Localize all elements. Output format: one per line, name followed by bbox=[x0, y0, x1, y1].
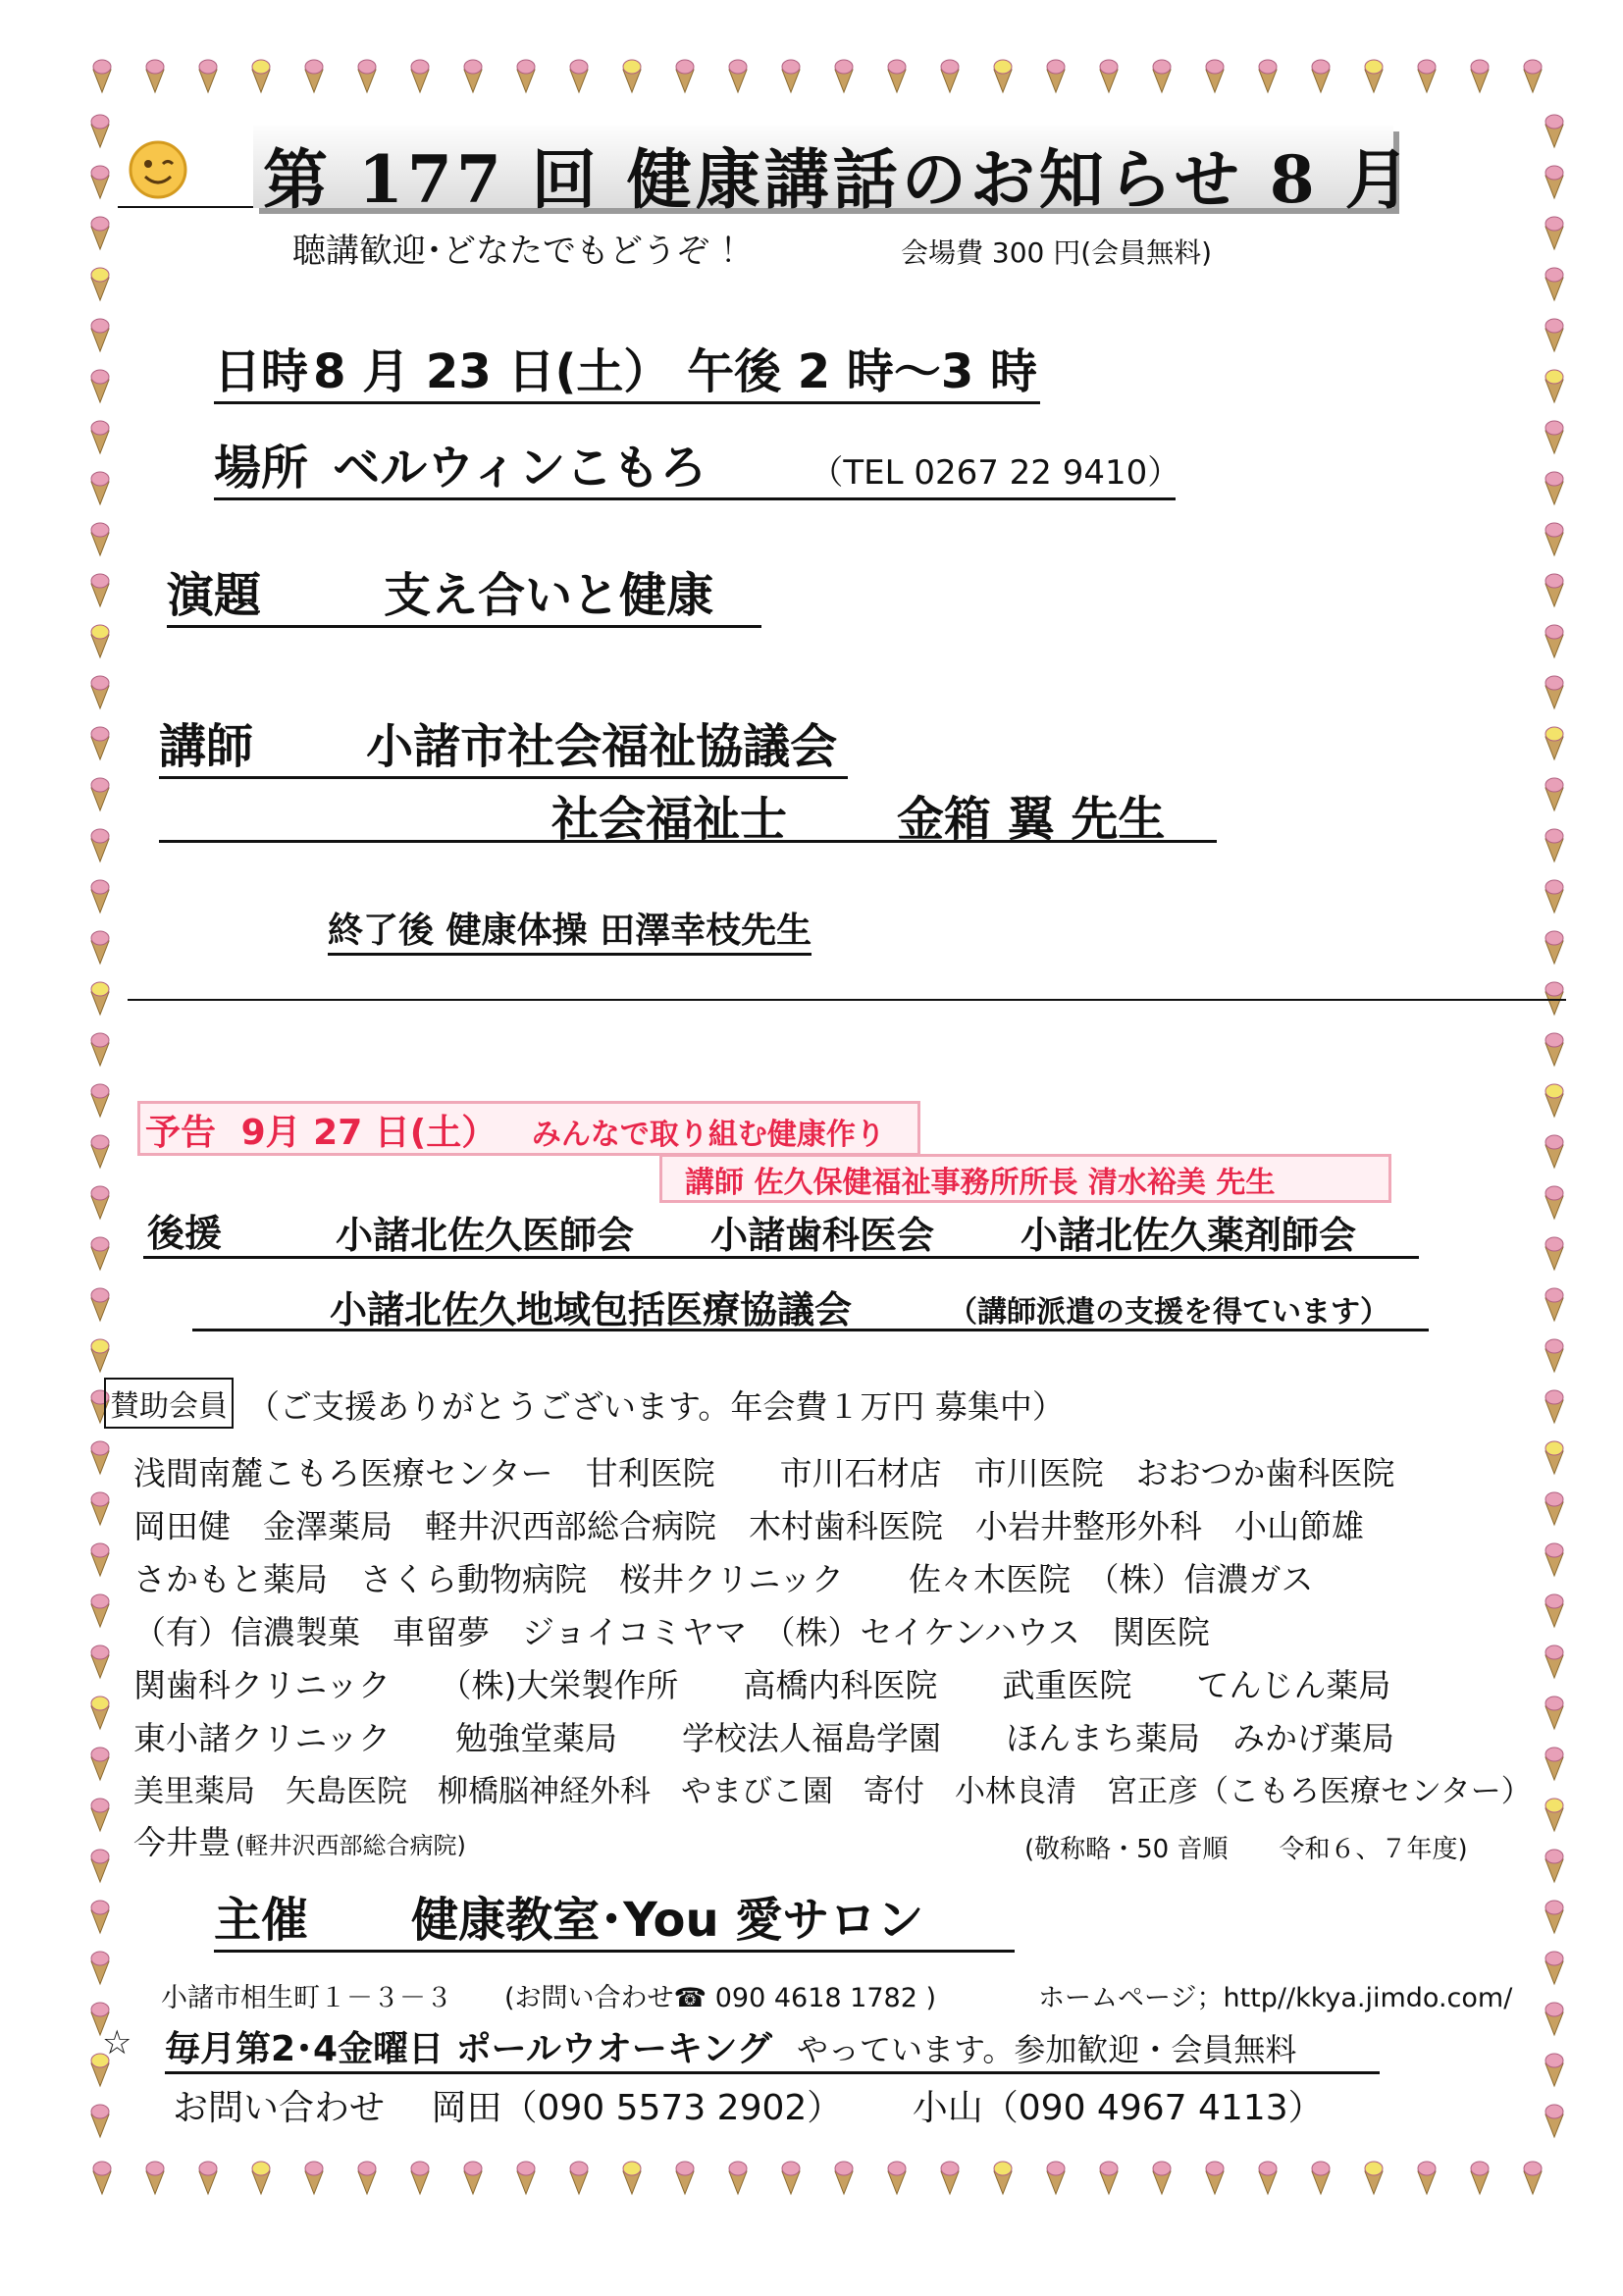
cone-icon bbox=[1545, 2105, 1563, 2137]
cone-icon bbox=[93, 2162, 111, 2194]
cone-icon bbox=[517, 60, 535, 92]
cone-icon bbox=[1365, 60, 1383, 92]
lecturer-title: 社会福祉士 bbox=[551, 792, 788, 847]
cone-icon bbox=[464, 60, 482, 92]
cone-icon bbox=[1100, 60, 1118, 92]
cone-icon bbox=[91, 1952, 109, 1984]
sponsors-intro: （ご支援ありがとうございます。年会費１万円 募集中） bbox=[247, 1387, 1065, 1426]
cone-icon bbox=[888, 2162, 906, 2194]
cone-icon bbox=[411, 2162, 429, 2194]
cone-icon bbox=[411, 60, 429, 92]
lecturer-label: 講師 bbox=[159, 719, 254, 774]
lecturer-row-1 bbox=[159, 708, 848, 779]
cone-icon bbox=[517, 2162, 535, 2194]
cone-icon bbox=[91, 421, 109, 453]
cone-icon bbox=[1418, 2162, 1436, 2194]
cone-icon bbox=[199, 2162, 217, 2194]
sponsors-label: 賛助会員 bbox=[104, 1378, 234, 1429]
cone-icon bbox=[1418, 60, 1436, 92]
welcome-text: 聴講歓迎･どなたでもどうぞ ！ bbox=[292, 232, 754, 271]
cone-icon bbox=[1545, 778, 1563, 810]
datetime-row bbox=[214, 334, 1040, 404]
lecturer-org: 小諸市社会福祉協議会 bbox=[366, 719, 838, 774]
cone-icon bbox=[1545, 1492, 1563, 1525]
cone-icon bbox=[1545, 523, 1563, 555]
cone-icon bbox=[91, 1748, 109, 1780]
cone-icon bbox=[835, 60, 853, 92]
cone-icon bbox=[994, 2162, 1012, 2194]
cone-icon bbox=[91, 166, 109, 198]
cone-icon bbox=[358, 2162, 376, 2194]
cone-icon bbox=[91, 1033, 109, 1066]
walking-contact-row bbox=[173, 2080, 1324, 2130]
sponsor-line-3: さかもと薬局 さくら動物病院 桜井クリニック 佐々木医院 （株）信濃ガス bbox=[133, 1560, 1314, 1598]
cone-icon bbox=[358, 60, 376, 92]
walking-schedule: 毎月第2･4金曜日 ポールウオーキング bbox=[165, 2029, 772, 2069]
place-tel: （TEL 0267 22 9410） bbox=[810, 453, 1181, 493]
topic-row bbox=[167, 557, 761, 628]
sponsor-last-name: 今井豊 bbox=[133, 1823, 231, 1861]
cone-icon bbox=[1545, 1850, 1563, 1882]
sponsor-line-6: 東小諸クリニック 勉強堂薬局 学校法人福島学園 ほんまち薬局 みかげ薬局 bbox=[133, 1719, 1395, 1757]
cone-icon bbox=[146, 60, 164, 92]
cone-icon bbox=[91, 1186, 109, 1219]
cone-icon bbox=[91, 1492, 109, 1525]
section-divider bbox=[128, 999, 1566, 1001]
cone-icon bbox=[1545, 1339, 1563, 1372]
cone-icon bbox=[91, 829, 109, 861]
cone-icon bbox=[1545, 421, 1563, 453]
sponsor-line-1: 浅間南麓こもろ医療センター 甘利医院 市川石材店 市川医院 おおつか歯科医院 bbox=[133, 1454, 1395, 1492]
cone-icon bbox=[941, 2162, 959, 2194]
cone-icon bbox=[1545, 1952, 1563, 1984]
cone-icon bbox=[570, 2162, 588, 2194]
cone-icon bbox=[91, 574, 109, 606]
cone-icon bbox=[91, 1901, 109, 1933]
cone-icon bbox=[1471, 2162, 1489, 2194]
walking-contact-2: 小山（090 4967 4113） bbox=[912, 2088, 1324, 2128]
cone-icon bbox=[91, 1135, 109, 1168]
cone-icon bbox=[782, 60, 800, 92]
preview-theme: みんなで取り組む健康作り bbox=[531, 1118, 885, 1152]
cone-icon bbox=[1545, 1288, 1563, 1321]
cone-icon bbox=[1206, 60, 1224, 92]
cone-icon bbox=[1206, 2162, 1224, 2194]
cone-icon bbox=[1545, 1441, 1563, 1474]
cone-icon bbox=[199, 60, 217, 92]
page-title: 第 177 回 健康講話のお知らせ 8 月 bbox=[263, 141, 1414, 218]
walking-desc: やっています。参加歓迎・会員無料 bbox=[796, 2031, 1297, 2068]
cone-icon bbox=[1100, 2162, 1118, 2194]
topic-label: 演題 bbox=[167, 568, 262, 623]
cone-icon bbox=[146, 2162, 164, 2194]
cone-icon bbox=[91, 1799, 109, 1831]
cone-icon bbox=[1545, 370, 1563, 402]
cone-icon bbox=[252, 2162, 270, 2194]
datetime-value: 8 月 23 日(土） 午後 2 時～3 時 bbox=[313, 344, 1038, 399]
cone-icon bbox=[1524, 2162, 1542, 2194]
cone-icon bbox=[91, 1696, 109, 1729]
cone-icon bbox=[1545, 1696, 1563, 1729]
support-org-4: 小諸北佐久地域包括医療協議会 bbox=[330, 1288, 853, 1331]
cone-icon bbox=[1545, 217, 1563, 249]
host-contact: (お問い合わせ☎ 090 4618 1782 ) bbox=[504, 1983, 936, 2013]
sponsor-line-2: 岡田健 金澤薬局 軽井沢西部総合病院 木村歯科医院 小岩井整形外科 小山節雄 bbox=[133, 1507, 1364, 1545]
cone-icon bbox=[1259, 2162, 1277, 2194]
sponsor-line-7: 美里薬局 矢島医院 柳橋脳神経外科 やまびこ園 寄付 小林良清 宮正彦（こもろ医療センター） bbox=[133, 1774, 1532, 1809]
cone-icon bbox=[1545, 1748, 1563, 1780]
cone-icon bbox=[91, 1645, 109, 1678]
cone-icon bbox=[91, 319, 109, 351]
walking-star-icon: ☆ bbox=[102, 2023, 132, 2062]
support-org-3: 小諸北佐久薬剤師会 bbox=[1021, 1214, 1357, 1257]
cone-icon bbox=[91, 727, 109, 759]
walking-contact-1: 岡田（090 5573 2902） bbox=[431, 2088, 843, 2128]
place-value: ベルウィンこもろ bbox=[333, 441, 707, 496]
after-activity: 終了後 健康体操 田澤幸枝先生 bbox=[328, 903, 812, 956]
cone-icon bbox=[729, 60, 747, 92]
cone-icon bbox=[91, 1084, 109, 1117]
cone-icon bbox=[1524, 60, 1542, 92]
cone-icon bbox=[1047, 60, 1065, 92]
cone-icon bbox=[1153, 2162, 1171, 2194]
cone-icon bbox=[1153, 60, 1171, 92]
cone-icon bbox=[676, 60, 694, 92]
cone-icon bbox=[941, 60, 959, 92]
cone-icon bbox=[91, 115, 109, 147]
sponsor-line-4: （有）信濃製菓 車留夢 ジョイコミヤマ （株）セイケンハウス 関医院 bbox=[133, 1613, 1210, 1651]
cone-icon bbox=[1545, 1033, 1563, 1066]
lecturer-row-2 bbox=[159, 781, 1217, 847]
host-label: 主催 bbox=[214, 1893, 309, 1948]
cone-icon bbox=[570, 60, 588, 92]
fee-text: 会場費 300 円(会員無料) bbox=[901, 236, 1213, 269]
support-org-2: 小諸歯科医会 bbox=[710, 1214, 935, 1257]
cone-icon bbox=[91, 1594, 109, 1627]
cone-icon bbox=[782, 2162, 800, 2194]
walking-contact-label: お問い合わせ bbox=[173, 2088, 386, 2128]
cone-icon bbox=[1312, 2162, 1330, 2194]
cone-icon bbox=[91, 1850, 109, 1882]
cone-icon bbox=[91, 1237, 109, 1270]
cone-icon bbox=[91, 217, 109, 249]
sponsor-line-8 bbox=[133, 1817, 466, 1863]
cone-icon bbox=[1545, 166, 1563, 198]
cone-icon bbox=[1545, 1543, 1563, 1576]
cone-icon bbox=[1545, 727, 1563, 759]
cone-icon bbox=[91, 982, 109, 1015]
cone-icon bbox=[1545, 1594, 1563, 1627]
cone-icon bbox=[91, 1543, 109, 1576]
cone-icon bbox=[1471, 60, 1489, 92]
cone-icon bbox=[1545, 1799, 1563, 1831]
cone-icon bbox=[252, 60, 270, 92]
cone-icon bbox=[91, 676, 109, 708]
cone-icon bbox=[1545, 1390, 1563, 1423]
cone-icon bbox=[91, 1339, 109, 1372]
cone-icon bbox=[91, 1441, 109, 1474]
support-label: 後援 bbox=[147, 1212, 223, 1255]
preview-date: 9月 27 日(土） bbox=[240, 1113, 497, 1153]
cone-icon bbox=[91, 2105, 109, 2137]
cone-icon bbox=[91, 268, 109, 300]
cone-icon bbox=[623, 2162, 641, 2194]
host-name: 健康教室･You 愛サロン bbox=[411, 1893, 924, 1948]
host-homepage: ホームページ；http//kkya.jimdo.com/ bbox=[1038, 1983, 1513, 2013]
cone-icon bbox=[91, 472, 109, 504]
cone-icon bbox=[1545, 319, 1563, 351]
title-underline-left bbox=[118, 206, 255, 208]
cone-icon bbox=[1545, 931, 1563, 964]
cone-icon bbox=[1545, 472, 1563, 504]
cone-icon bbox=[1545, 1135, 1563, 1168]
cone-icon bbox=[1545, 1645, 1563, 1678]
place-row bbox=[214, 430, 1181, 500]
cone-icon bbox=[1545, 1186, 1563, 1219]
cone-icon bbox=[1545, 574, 1563, 606]
cone-icon bbox=[1545, 625, 1563, 657]
cone-icon bbox=[464, 2162, 482, 2194]
place-label: 場所 bbox=[214, 441, 309, 496]
cone-icon bbox=[1545, 829, 1563, 861]
preview-row bbox=[145, 1105, 885, 1155]
cone-icon bbox=[91, 1288, 109, 1321]
cone-icon bbox=[91, 370, 109, 402]
host-row bbox=[214, 1882, 1015, 1953]
datetime-label: 日時 bbox=[214, 344, 309, 399]
support-note: （講師派遣の支援を得ています） bbox=[948, 1295, 1389, 1330]
cone-icon bbox=[305, 60, 323, 92]
cone-icon bbox=[888, 60, 906, 92]
cone-icon bbox=[676, 2162, 694, 2194]
cone-icon bbox=[1545, 1084, 1563, 1117]
cone-icon bbox=[1545, 1901, 1563, 1933]
cone-icon bbox=[1545, 2054, 1563, 2086]
cone-icon bbox=[1545, 676, 1563, 708]
cone-icon bbox=[91, 778, 109, 810]
cone-icon bbox=[1545, 268, 1563, 300]
sponsor-last-note: (軽井沢西部総合病院) bbox=[236, 1832, 466, 1859]
preview-lecturer: 講師 佐久保健福祉事務所所長 清水裕美 先生 bbox=[685, 1166, 1276, 1200]
cone-icon bbox=[729, 2162, 747, 2194]
lecturer-name: 金箱 翼 先生 bbox=[897, 792, 1166, 847]
cone-icon bbox=[623, 60, 641, 92]
cone-icon bbox=[1545, 1237, 1563, 1270]
cone-icon bbox=[91, 625, 109, 657]
cone-icon bbox=[91, 523, 109, 555]
support-org-1: 小諸北佐久医師会 bbox=[336, 1214, 635, 1257]
cone-icon bbox=[91, 880, 109, 913]
preview-label: 予告 bbox=[145, 1113, 217, 1153]
cone-icon bbox=[994, 60, 1012, 92]
cone-icon bbox=[1545, 2003, 1563, 2035]
cone-icon bbox=[1545, 880, 1563, 913]
host-address: 小諸市相生町１－３－３ bbox=[161, 1983, 452, 2013]
cone-icon bbox=[835, 2162, 853, 2194]
cone-icon bbox=[1365, 2162, 1383, 2194]
cone-icon bbox=[1312, 60, 1330, 92]
topic-value: 支え合いと健康 bbox=[384, 568, 714, 623]
walking-row bbox=[165, 2021, 1380, 2074]
cone-icon bbox=[93, 60, 111, 92]
cone-icon bbox=[1259, 60, 1277, 92]
cone-icon bbox=[305, 2162, 323, 2194]
sponsor-line-5: 関歯科クリニック （株)大栄製作所 高橋内科医院 武重医院 てんじん薬局 bbox=[133, 1666, 1391, 1704]
smiley-wink-icon bbox=[128, 139, 188, 200]
cone-icon bbox=[1047, 2162, 1065, 2194]
cone-icon bbox=[1545, 115, 1563, 147]
cone-icon bbox=[91, 931, 109, 964]
sponsors-footnote: (敬称略・50 音順 令和６、７年度) bbox=[1024, 1835, 1468, 1864]
